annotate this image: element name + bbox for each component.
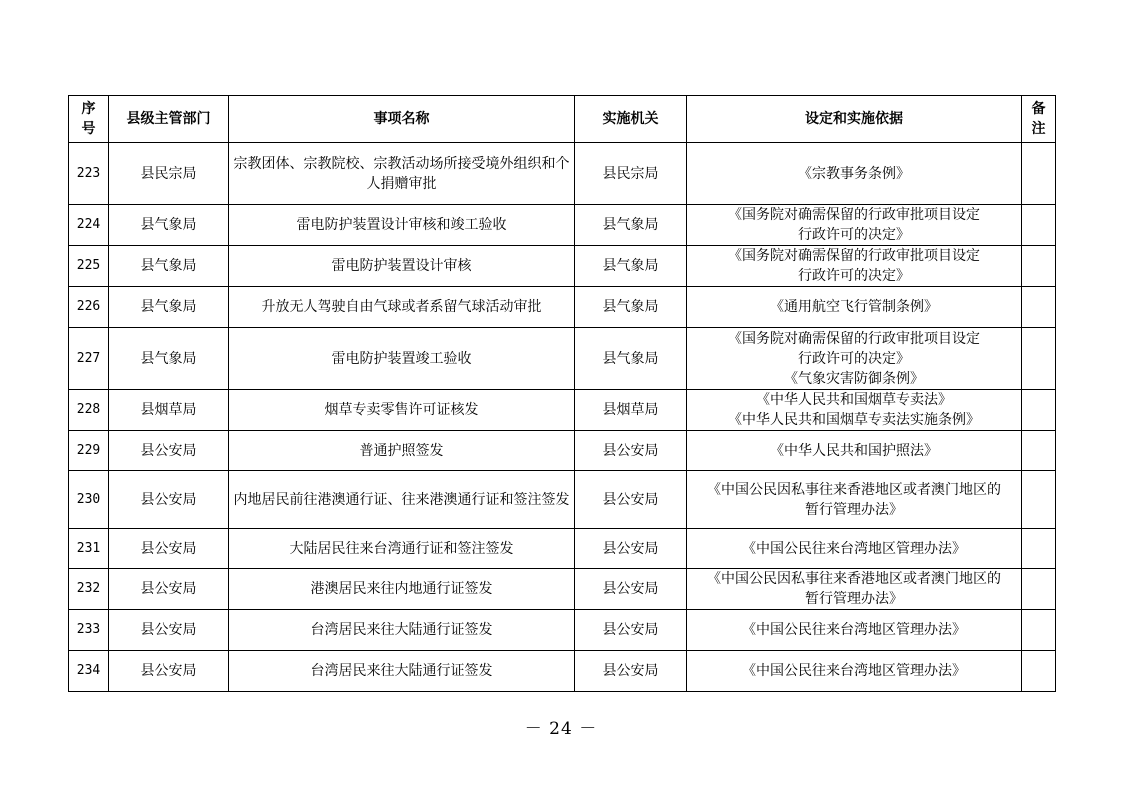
cell-agency: 县公安局	[575, 651, 687, 692]
cell-basis: 《中华人民共和国护照法》	[687, 431, 1022, 471]
cell-basis: 《中国公民往来台湾地区管理办法》	[687, 529, 1022, 569]
cell-item: 雷电防护装置设计审核	[229, 246, 575, 287]
cell-dept: 县民宗局	[109, 143, 229, 205]
cell-note	[1022, 529, 1056, 569]
cell-basis: 《中国公民因私事往来香港地区或者澳门地区的 暂行管理办法》	[687, 569, 1022, 610]
cell-item: 普通护照签发	[229, 431, 575, 471]
cell-agency: 县公安局	[575, 569, 687, 610]
header-note: 备 注	[1022, 96, 1056, 143]
header-seq: 序 号	[69, 96, 109, 143]
table-row	[69, 651, 1056, 692]
table-row	[69, 390, 1056, 431]
cell-agency: 县气象局	[575, 328, 687, 390]
cell-dept: 县气象局	[109, 246, 229, 287]
cell-dept: 县气象局	[109, 205, 229, 246]
cell-basis: 《宗教事务条例》	[687, 143, 1022, 205]
cell-agency: 县公安局	[575, 529, 687, 569]
cell-item: 雷电防护装置设计审核和竣工验收	[229, 205, 575, 246]
header-dept: 县级主管部门	[109, 96, 229, 143]
cell-note	[1022, 651, 1056, 692]
table-row	[69, 287, 1056, 328]
table-row	[69, 246, 1056, 287]
header-item: 事项名称	[229, 96, 575, 143]
cell-seq: 234	[69, 651, 109, 692]
cell-agency: 县气象局	[575, 246, 687, 287]
table-row	[69, 610, 1056, 651]
cell-agency: 县公安局	[575, 431, 687, 471]
cell-item: 内地居民前往港澳通行证、往来港澳通行证和签注签发	[229, 471, 575, 529]
cell-seq: 232	[69, 569, 109, 610]
cell-basis: 《通用航空飞行管制条例》	[687, 287, 1022, 328]
table-row	[69, 471, 1056, 529]
cell-note	[1022, 569, 1056, 610]
cell-dept: 县公安局	[109, 529, 229, 569]
cell-seq: 229	[69, 431, 109, 471]
cell-basis: 《国务院对确需保留的行政审批项目设定 行政许可的决定》	[687, 246, 1022, 287]
cell-note	[1022, 287, 1056, 328]
table-row	[69, 529, 1056, 569]
cell-item: 升放无人驾驶自由气球或者系留气球活动审批	[229, 287, 575, 328]
cell-item: 台湾居民来往大陆通行证签发	[229, 651, 575, 692]
cell-basis: 《中国公民往来台湾地区管理办法》	[687, 651, 1022, 692]
cell-basis: 《国务院对确需保留的行政审批项目设定 行政许可的决定》	[687, 205, 1022, 246]
table-row	[69, 143, 1056, 205]
cell-agency: 县烟草局	[575, 390, 687, 431]
page-number: － 24 －	[524, 719, 598, 739]
cell-dept: 县公安局	[109, 471, 229, 529]
cell-item: 港澳居民来往内地通行证签发	[229, 569, 575, 610]
cell-agency: 县公安局	[575, 610, 687, 651]
cell-seq: 233	[69, 610, 109, 651]
cell-dept: 县公安局	[109, 651, 229, 692]
cell-seq: 225	[69, 246, 109, 287]
table-row	[69, 205, 1056, 246]
cell-agency: 县气象局	[575, 205, 687, 246]
cell-seq: 223	[69, 143, 109, 205]
cell-dept: 县公安局	[109, 610, 229, 651]
cell-seq: 227	[69, 328, 109, 390]
cell-dept: 县气象局	[109, 287, 229, 328]
cell-basis: 《国务院对确需保留的行政审批项目设定 行政许可的决定》 《气象灾害防御条例》	[687, 328, 1022, 390]
cell-dept: 县烟草局	[109, 390, 229, 431]
cell-dept: 县气象局	[109, 328, 229, 390]
cell-basis: 《中华人民共和国烟草专卖法》 《中华人民共和国烟草专卖法实施条例》	[687, 390, 1022, 431]
cell-item: 宗教团体、宗教院校、宗教活动场所接受境外组织和个人捐赠审批	[229, 143, 575, 205]
cell-note	[1022, 246, 1056, 287]
cell-note	[1022, 390, 1056, 431]
cell-note	[1022, 610, 1056, 651]
cell-note	[1022, 143, 1056, 205]
cell-item: 烟草专卖零售许可证核发	[229, 390, 575, 431]
cell-basis: 《中国公民因私事往来香港地区或者澳门地区的 暂行管理办法》	[687, 471, 1022, 529]
cell-seq: 228	[69, 390, 109, 431]
cell-note	[1022, 431, 1056, 471]
cell-dept: 县公安局	[109, 431, 229, 471]
cell-agency: 县民宗局	[575, 143, 687, 205]
cell-seq: 226	[69, 287, 109, 328]
cell-note	[1022, 328, 1056, 390]
table-row	[69, 431, 1056, 471]
cell-agency: 县气象局	[575, 287, 687, 328]
table-header-row	[69, 96, 1056, 143]
header-agency: 实施机关	[575, 96, 687, 143]
table-row	[69, 569, 1056, 610]
cell-note	[1022, 471, 1056, 529]
cell-item: 雷电防护装置竣工验收	[229, 328, 575, 390]
header-basis: 设定和实施依据	[687, 96, 1022, 143]
cell-note	[1022, 205, 1056, 246]
cell-basis: 《中国公民往来台湾地区管理办法》	[687, 610, 1022, 651]
cell-seq: 231	[69, 529, 109, 569]
approval-items-table	[68, 95, 1056, 692]
cell-item: 大陆居民往来台湾通行证和签注签发	[229, 529, 575, 569]
cell-dept: 县公安局	[109, 569, 229, 610]
table-row	[69, 328, 1056, 390]
cell-agency: 县公安局	[575, 471, 687, 529]
cell-item: 台湾居民来往大陆通行证签发	[229, 610, 575, 651]
cell-seq: 224	[69, 205, 109, 246]
cell-seq: 230	[69, 471, 109, 529]
